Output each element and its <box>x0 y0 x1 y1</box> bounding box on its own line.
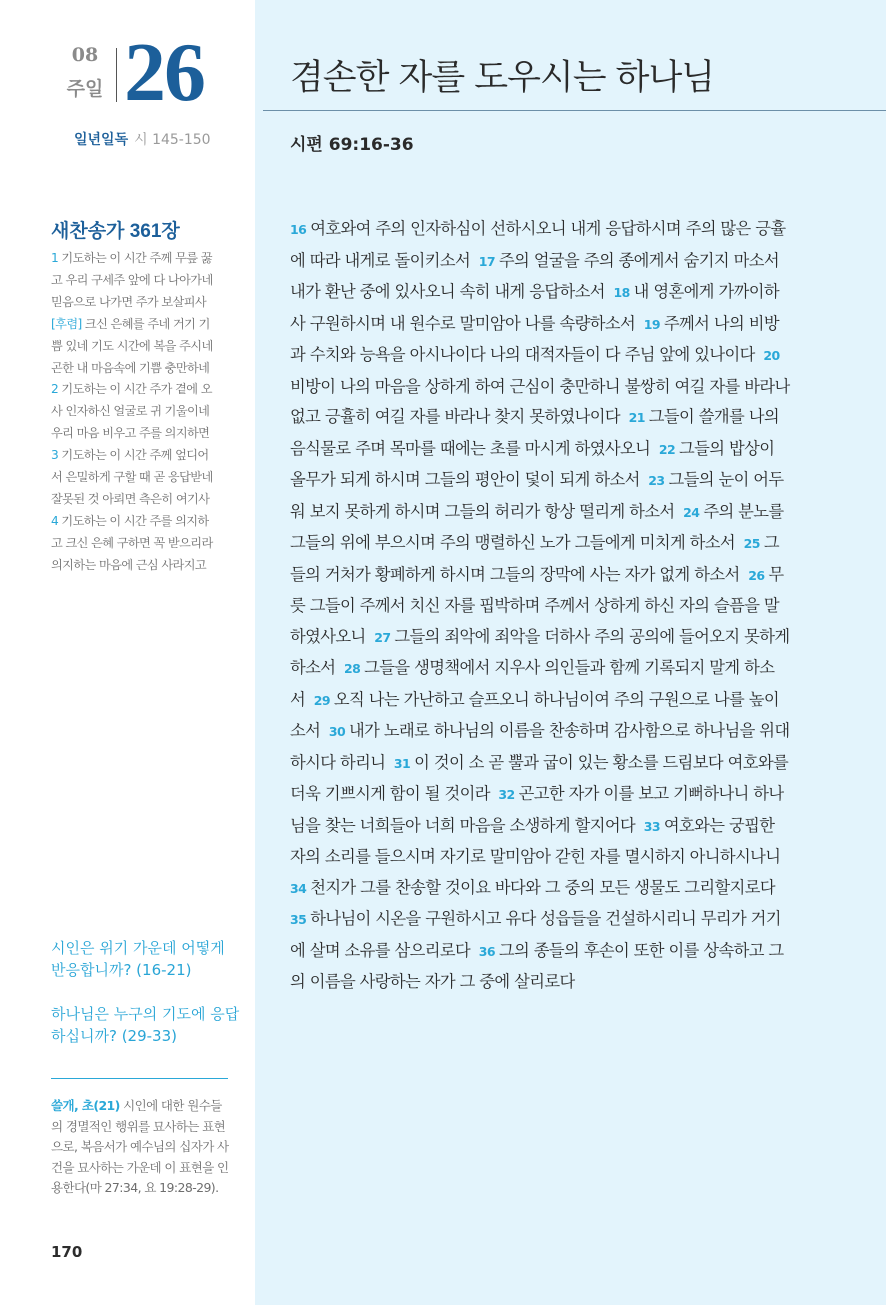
verse-number: 20 <box>763 348 780 363</box>
sidebar-divider <box>51 1078 228 1079</box>
hymn-line <box>51 555 236 577</box>
verse-text: 내가 노래로 하나님의 이름을 찬송하며 감사함으로 하나님을 위대하시다 하리니 <box>290 721 790 772</box>
verse-number: 25 <box>743 536 760 551</box>
footnote <box>51 1096 233 1199</box>
verse-text: 그의 종들의 후손이 또한 이를 상속하고 그의 이름을 사랑하는 자가 그 중에 살리로다 <box>290 940 784 991</box>
verse-text: 그들의 눈이 어두워 보지 못하게 하시며 그들의 허리가 항상 떨리게 하소서 <box>290 470 784 521</box>
verse-text: 주께서 나의 비방과 수치와 능욕을 아시나이다 나의 대적자들이 다 주님 앞에 있나이다 <box>290 313 779 364</box>
hymn-line <box>51 379 236 401</box>
hymn-line-text: 기도하는 이 시간 주께 무릎 꿇 <box>58 251 212 265</box>
hymn-line-text: 믿음으로 나가면 주가 보살피사 <box>51 294 207 309</box>
annual-reading-ref: 시 145-150 <box>134 132 211 148</box>
verse-text: 그들의 밥상이 올무가 되게 하시며 그들의 평안이 덫이 되게 하소서 <box>290 438 775 489</box>
hymn-line-text: 쁨 있네 기도 시간에 복을 주시네 <box>51 338 213 353</box>
verse-text: 이 것이 소 곧 뿔과 굽이 있는 황소를 드림보다 여호와를 더욱 기쁘시게 함이 될 것이라 <box>290 752 789 803</box>
annual-reading <box>74 129 211 149</box>
verse-text: 여호와여 주의 인자하심이 선하시오니 내게 응답하시며 주의 많은 긍휼에 따라 내게로 돌이키소서 <box>290 219 786 270</box>
month-number: 08 <box>71 44 99 66</box>
verse-text: 여호와는 궁핍한 자의 소리를 들으시며 자기로 말미암아 갇힌 자를 멸시하지 아니하시나니 <box>290 815 781 866</box>
verse-text: 그들을 생명책에서 지우사 의인들과 함께 기록되지 말게 하소서 <box>290 658 775 709</box>
verse-number: 31 <box>393 755 411 771</box>
hymn-line-text: 크신 은혜를 주네 거기 기 <box>81 316 210 331</box>
hymn-lyrics <box>51 248 236 577</box>
hymn-line-text: 곤한 내 마음속에 기쁨 충만하네 <box>51 360 210 375</box>
verse-text: 그들의 거처가 황폐하게 하시며 그들의 장막에 사는 자가 없게 하소서 <box>290 533 779 584</box>
hymn-line <box>51 467 236 489</box>
hymn-line-text: 고 크신 은혜 구하면 꼭 받으리라 <box>51 535 213 550</box>
hymn-verse-marker: 4 <box>51 513 59 528</box>
hymn-title: 새찬송가 361장 <box>51 221 180 242</box>
hymn-line-text: 기도하는 이 시간 주께 엎디어 <box>58 448 209 463</box>
hymn-line-text: 의지하는 마음에 근심 사라지고 <box>51 557 207 572</box>
hymn-line <box>51 336 236 358</box>
verse-number: 27 <box>374 629 391 645</box>
hymn-verse-marker: [후렴] <box>51 316 82 331</box>
verse-text: 무릇 그들이 주께서 치신 자를 핍박하며 주께서 상하게 하신 자의 슬픔을 말하였사오니 <box>290 564 784 646</box>
reflection-question: 시인은 위기 가운데 어떻게 반응합니까? (16-21) <box>51 939 225 979</box>
hymn-line-text: 사 인자하신 얼굴로 귀 기울이네 <box>51 404 210 419</box>
verse-text: 그들이 쓸개를 나의 음식물로 주며 목마를 때에는 초를 마시게 하였사오니 <box>290 407 779 458</box>
page-number: 170 <box>51 1243 83 1261</box>
verse-number: 18 <box>613 285 630 300</box>
annual-reading-label: 일년일독 <box>74 132 129 148</box>
hymn-verse-marker: 2 <box>51 382 59 397</box>
verse-number: 17 <box>478 253 495 269</box>
sidebar <box>0 0 255 1305</box>
hymn-line <box>51 358 236 380</box>
hymn-line <box>51 314 236 336</box>
title-divider <box>263 110 886 111</box>
verse-text: 천지가 그를 찬송할 것이요 바다와 그 중의 모든 생물도 그리할지로다 <box>310 877 775 897</box>
hymn-line <box>51 445 236 467</box>
verse-number: 26 <box>748 567 765 583</box>
verse-text: 주의 분노를 그들의 위에 부으시며 주의 맹렬하신 노가 그들에게 미치게 하소서 <box>290 501 784 552</box>
hymn-line <box>51 423 236 445</box>
hymn-line-text: 우리 마음 비우고 주를 의지하면 <box>51 426 210 441</box>
verse-number: 16 <box>290 222 307 237</box>
reflection-question: 하나님은 누구의 기도에 응답하십니까? (29-33) <box>51 1005 240 1045</box>
hymn-line-text: 서 은밀하게 구할 때 곧 응답받네 <box>51 470 213 485</box>
hymn-line <box>51 401 236 423</box>
hymn-line <box>51 270 236 292</box>
hymn-verse-marker: 3 <box>51 448 59 463</box>
hymn-line-text: 기도하는 이 시간 주를 의지하 <box>58 513 209 528</box>
footnote-term: 쓸개, 초(21) <box>51 1098 120 1113</box>
date-divider <box>116 48 117 102</box>
verse-number: 35 <box>290 912 307 927</box>
hymn-line <box>51 248 236 270</box>
verse-number: 28 <box>343 661 361 676</box>
verse-text: 오직 나는 가난하고 슬프오니 하나님이여 주의 구원으로 나를 높이소서 <box>290 689 779 740</box>
week-label: 주일 <box>66 78 104 100</box>
scripture-reference: 시편 69:16-36 <box>290 135 414 155</box>
verse-number: 32 <box>498 787 515 802</box>
hymn-line-text: 고 우리 구세주 앞에 다 나아가네 <box>51 272 213 287</box>
verse-number: 24 <box>683 504 700 520</box>
passage-title: 겸손한 자를 도우시는 하나님 <box>290 58 715 98</box>
hymn-line <box>51 511 236 533</box>
hymn-line <box>51 533 236 555</box>
verse-number: 30 <box>328 724 346 739</box>
hymn-verse-marker: 1 <box>51 251 59 265</box>
verse-number: 23 <box>648 473 665 488</box>
hymn-line <box>51 489 236 511</box>
footnote-text: 시인에 대한 원수들의 경멸적인 행위를 묘사하는 표현으로, 복음서가 예수님의 십자가 사건을 묘사하는 가운데 이 표현을 인용한다(마 27:34, 요 19:28-29). <box>51 1098 229 1195</box>
day-number: 26 <box>124 26 204 119</box>
passage-body <box>290 214 790 998</box>
hymn-line-text: 기도하는 이 시간 주가 곁에 오 <box>58 382 212 397</box>
hymn-line <box>51 292 236 314</box>
verse-number: 22 <box>658 441 676 457</box>
hymn-line-text: 잘못된 것 아뢰면 측은히 여기사 <box>51 491 210 506</box>
verse-number: 33 <box>643 818 660 834</box>
verse-number: 29 <box>313 692 330 708</box>
verse-text: 곤고한 자가 이를 보고 기뻐하나니 하나님을 찾는 너희들아 너희 마음을 소생하게 할지어다 <box>290 784 784 835</box>
verse-text: 그들의 죄악에 죄악을 더하사 주의 공의에 들어오지 못하게 하소서 <box>290 626 790 677</box>
verse-number: 36 <box>478 943 495 959</box>
verse-number: 21 <box>628 410 645 425</box>
verse-text: 내 영혼에게 가까이하사 구원하시며 내 원수로 말미암아 나를 속량하소서 <box>290 282 779 333</box>
verse-number: 19 <box>643 316 660 332</box>
verse-number: 34 <box>290 880 307 896</box>
verse-text: 비방이 나의 마음을 상하게 하여 근심이 충만하니 불쌍히 여길 자를 바라나 없고 긍휼히 여길 자를 바라나 찾지 못하였나이다 <box>290 376 790 426</box>
reflection-questions <box>51 937 241 1069</box>
verse-text: 하나님이 시온을 구원하시고 유다 성읍들을 건설하시리니 무리가 거기에 살며 소유를 삼으리로다 <box>290 909 781 960</box>
verse-text: 주의 얼굴을 주의 종에게서 숨기지 마소서 내가 환난 중에 있사오니 속히 내게 응답하소서 <box>290 250 779 301</box>
